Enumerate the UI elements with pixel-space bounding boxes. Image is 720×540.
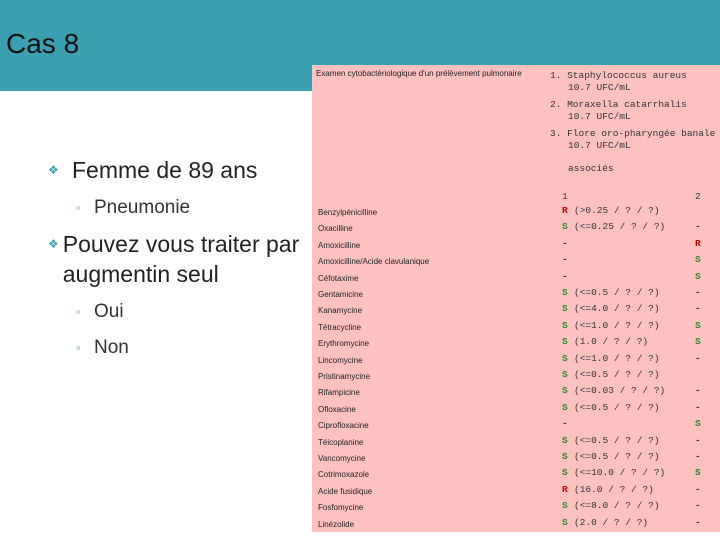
circle-bullet-icon: ◦ xyxy=(76,340,81,355)
organism-3 xyxy=(550,128,715,139)
circle-bullet-icon: ◦ xyxy=(76,200,81,215)
table-row xyxy=(312,336,720,352)
result-strain-2: - xyxy=(695,303,701,315)
mic-value-strain-1: (<=10.0 / ? / ?) xyxy=(574,467,666,479)
table-row xyxy=(312,435,720,451)
result-strain-2: - xyxy=(695,434,701,446)
report-header: Examen cytobactériologique d'un prélèvement pulmonaire xyxy=(316,69,522,78)
organism-number: 3. xyxy=(550,128,562,139)
mic-value-strain-1: (>0.25 / ? / ?) xyxy=(574,205,660,216)
result-strain-1: S xyxy=(562,221,568,233)
result-strain-1: R xyxy=(562,483,568,495)
mic-value-strain-1: (<=0.5 / ? / ?) xyxy=(574,401,660,413)
mic-value-strain-1: (<=1.0 / ? / ?) xyxy=(574,319,660,331)
antibiotic-name: Ciprofloxacine xyxy=(318,421,369,431)
result-strain-1: S xyxy=(562,319,568,331)
antibiotic-name: Céfotaxime xyxy=(318,273,359,283)
bullet-item xyxy=(48,229,308,289)
antibiotic-name: Linézolide xyxy=(318,519,355,529)
antibiotic-name: Benzylpénicilline xyxy=(318,208,378,217)
result-strain-2: - xyxy=(695,221,701,233)
result-strain-1: S xyxy=(562,303,568,315)
result-strain-1: S xyxy=(562,451,568,462)
table-row xyxy=(312,484,720,500)
organism-count: 10.7 UFC/mL xyxy=(568,111,631,122)
column-1-header: 1 xyxy=(562,191,568,202)
result-strain-1: S xyxy=(562,385,568,397)
table-row xyxy=(312,353,720,369)
table-row xyxy=(312,303,720,319)
mic-value-strain-1: (<=0.5 / ? / ?) xyxy=(574,287,660,298)
organism-2 xyxy=(550,99,687,110)
table-row xyxy=(312,254,720,270)
mic-value-strain-1: (2.0 / ? / ?) xyxy=(574,516,649,528)
bullet-text: Femme de 89 ans xyxy=(72,157,258,183)
result-strain-2: S xyxy=(695,319,701,331)
antibiotic-name: Oxacilline xyxy=(318,224,353,234)
result-strain-2: - xyxy=(695,385,701,397)
result-strain-2: S xyxy=(695,418,701,430)
organism-1 xyxy=(550,70,687,81)
mic-value-strain-1: (<=8.0 / ? / ?) xyxy=(574,500,660,512)
antibiotic-name: Téicoplanine xyxy=(318,437,364,447)
result-strain-2: - xyxy=(695,500,701,512)
antibiotic-name: Vancomycine xyxy=(318,454,366,463)
mic-value-strain-1: (1.0 / ? / ?) xyxy=(574,336,649,348)
organism-name: Staphylococcus aureus xyxy=(567,70,687,81)
result-strain-1: S xyxy=(562,434,568,446)
table-row xyxy=(312,369,720,385)
antibiotic-name: Fosfomycine xyxy=(318,503,364,513)
organism-number: 2. xyxy=(550,99,562,110)
antibiotic-name: Amoxicilline/Acide clavulanique xyxy=(318,257,430,267)
mic-value-strain-1: (<=4.0 / ? / ?) xyxy=(574,303,660,315)
organism-number: 1. xyxy=(550,70,562,81)
mic-value-strain-1: (16.0 / ? / ?) xyxy=(574,483,654,495)
result-strain-1: S xyxy=(562,516,568,528)
result-strain-2: - xyxy=(695,451,701,462)
table-row xyxy=(312,418,720,434)
circle-bullet-icon: ◦ xyxy=(76,304,81,319)
sub-bullet-item xyxy=(76,193,308,223)
result-strain-1: - xyxy=(562,254,568,266)
table-row xyxy=(312,500,720,516)
table-row xyxy=(312,517,720,532)
result-strain-1: S xyxy=(562,369,568,380)
result-strain-2: R xyxy=(695,237,701,249)
slide-title: Cas 8 xyxy=(6,28,80,59)
result-strain-2: - xyxy=(695,401,701,413)
table-row xyxy=(312,451,720,467)
bullet-list xyxy=(48,155,308,369)
antibiotic-name: Pristinamycine xyxy=(318,372,371,381)
result-strain-1: - xyxy=(562,418,568,430)
table-row xyxy=(312,205,720,221)
organism-name: Flore oro-pharyngée banale xyxy=(567,128,716,139)
table-row xyxy=(312,320,720,336)
result-strain-1: S xyxy=(562,287,568,298)
sub-bullet-item xyxy=(76,333,308,363)
table-row xyxy=(312,271,720,287)
mic-value-strain-1: (<=1.0 / ? / ?) xyxy=(574,352,660,364)
result-strain-1: S xyxy=(562,467,568,479)
organism-count: 10.7 UFC/mL xyxy=(568,140,631,151)
result-strain-2: - xyxy=(695,287,701,298)
mic-value-strain-1: (<=0.5 / ? / ?) xyxy=(574,451,660,462)
antibiotic-name: Gentamicine xyxy=(318,290,363,299)
organism-name: Moraxella catarrhalis xyxy=(567,99,687,110)
table-row xyxy=(312,238,720,254)
bullet-icon: ❖ xyxy=(48,237,59,251)
result-strain-1: - xyxy=(562,237,568,249)
result-strain-2: - xyxy=(695,352,701,364)
result-strain-2: S xyxy=(695,467,701,479)
lab-report-image xyxy=(312,65,720,532)
sub-bullet-item xyxy=(76,297,308,327)
result-strain-2: S xyxy=(695,270,701,282)
antibiotic-name: Rifampicine xyxy=(318,388,360,398)
antibiotic-name: Ofloxacine xyxy=(318,404,356,414)
sub-bullet-text: Oui xyxy=(94,301,124,322)
table-row xyxy=(312,402,720,418)
antibiotic-name: Erythromycine xyxy=(318,339,370,349)
bullet-item xyxy=(48,155,308,185)
mic-value-strain-1: (<=0.5 / ? / ?) xyxy=(574,369,660,380)
result-strain-2: S xyxy=(695,336,701,348)
column-2-header: 2 xyxy=(695,191,701,202)
associes-label: associés xyxy=(568,163,614,174)
table-row xyxy=(312,287,720,303)
result-strain-2: - xyxy=(695,483,701,495)
bullet-text: Pouvez vous traiter par augmentin seul xyxy=(62,231,300,287)
result-strain-1: R xyxy=(562,205,568,216)
result-strain-1: S xyxy=(562,352,568,364)
table-row xyxy=(312,221,720,237)
mic-value-strain-1: (<=0.5 / ? / ?) xyxy=(574,434,660,446)
organism-count: 10.7 UFC/mL xyxy=(568,82,631,93)
antibiotic-name: Tétracycline xyxy=(318,322,362,332)
antibiotic-name: Cotrimoxazole xyxy=(318,470,370,480)
antibiotic-name: Amoxicilline xyxy=(318,240,361,250)
sub-bullet-text: Non xyxy=(94,337,129,358)
table-row xyxy=(312,467,720,483)
mic-value-strain-1: (<=0.03 / ? / ?) xyxy=(574,385,666,397)
bullet-icon: ❖ xyxy=(48,163,59,177)
result-strain-1: S xyxy=(562,401,568,413)
antibiotic-name: Kanamycine xyxy=(318,306,363,316)
result-strain-1: S xyxy=(562,500,568,512)
result-strain-1: S xyxy=(562,336,568,348)
result-strain-2: S xyxy=(695,254,701,266)
result-strain-2: - xyxy=(695,516,701,528)
mic-value-strain-1: (<=0.25 / ? / ?) xyxy=(574,221,666,233)
table-row xyxy=(312,385,720,401)
antibiotic-name: Acide fusidique xyxy=(318,486,373,496)
sub-bullet-text: Pneumonie xyxy=(94,197,191,218)
result-strain-1: - xyxy=(562,270,568,282)
antibiotic-name: Lincomycine xyxy=(318,355,363,365)
